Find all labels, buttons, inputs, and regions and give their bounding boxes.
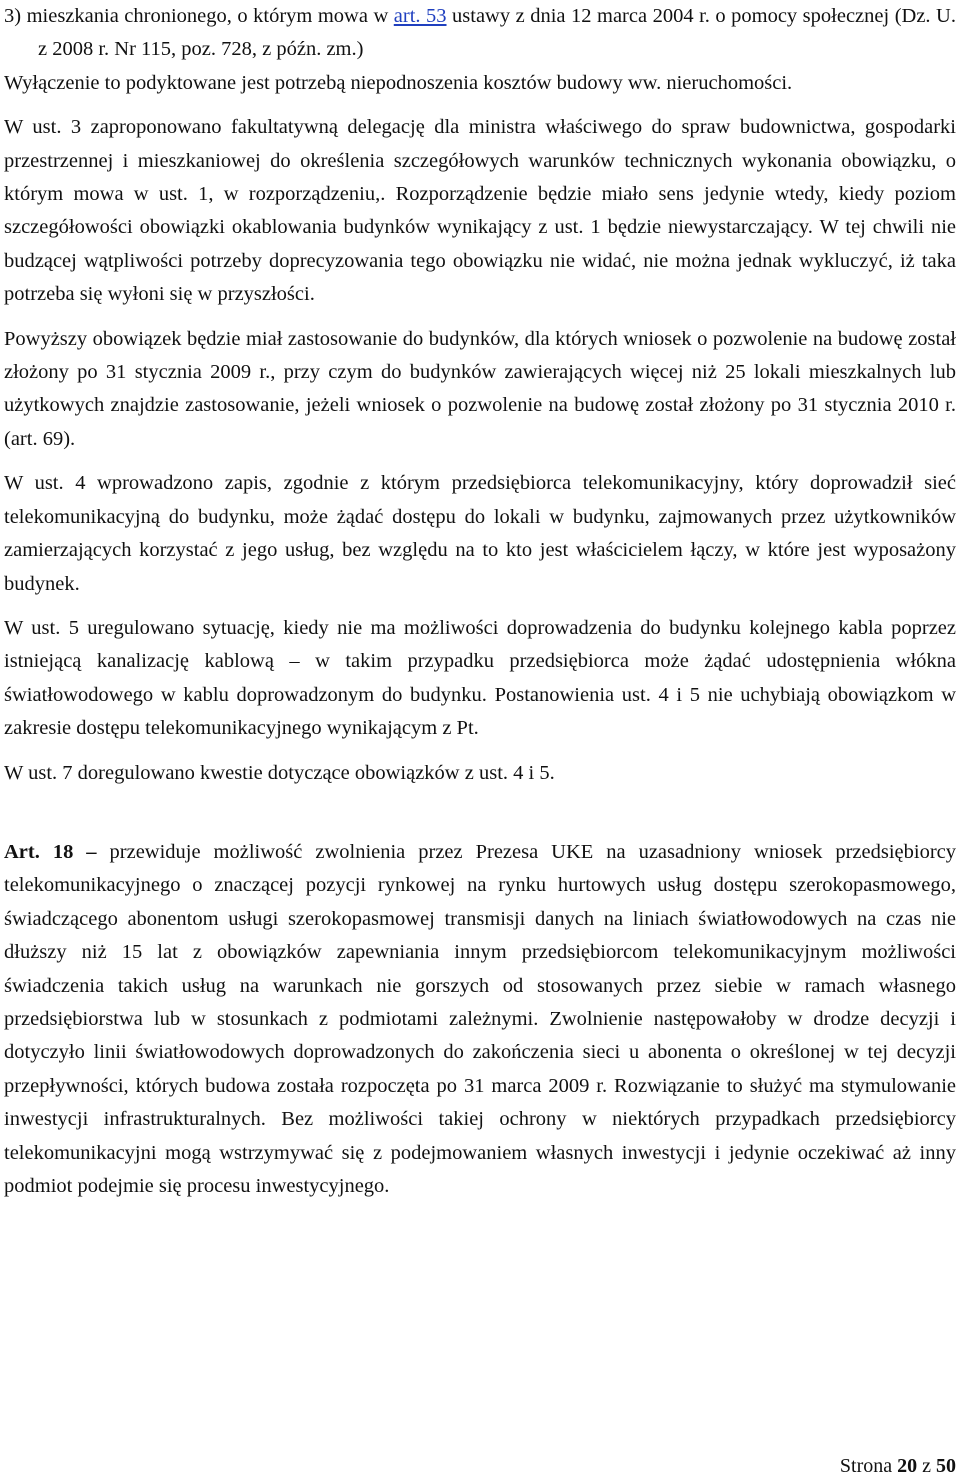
spacer (4, 601, 956, 612)
paragraph-ust-7: W ust. 7 doregulowano kwestie dotyczące obowiązków z ust. 4 i 5. (4, 761, 555, 784)
paragraph-ust-5: W ust. 5 uregulowano sytuację, kiedy nie ma możliwości doprowadzenia do budynku kolejnego kabla poprzez istniejącą kanalizację kablową – w takim przypadku przedsiębiorca może żądać udostępnienia włókna światłowodowego w kablu doprowadzonym do budynku. Postanowienia ust. 4 i 5 nie uchybiają obowiązkom w zakresie dostępu telekomunikacyjnego wynikającym z Pt. (4, 616, 956, 740)
page-number-middle: z (917, 1455, 936, 1477)
spacer (4, 312, 956, 323)
document-page (4, 0, 956, 1203)
paragraph-art-18 (4, 836, 956, 1203)
spacer (4, 790, 956, 836)
article-18-heading: Art. 18 – (4, 840, 97, 863)
paragraph-ust-3: W ust. 3 zaproponowano fakultatywną delegację dla ministra właściwego do spraw budownictwa, gospodarki przestrzennej i mieszkaniowej do określenia szczegółowych warunków technicznych wykonania obowiązku, o którym mowa w ust. 1, w rozporządzeniu,. Rozporządzenie będzie miało sens jedynie wtedy, kiedy poziom szczegółowości obowiązki okablowania budynków wynikający z ust. 1 będzie niewystarczający. W tej chwili nie budzącej wątpliwości potrzeby doprecyzowania tego obowiązku nie widać, nie można jednak wykluczyć, iż taka potrzeba się wyłoni się w przyszłości. (4, 116, 956, 306)
paragraph-exclusion: Wyłączenie to podyktowane jest potrzebą niepodnoszenia kosztów budowy ww. nieruchomości. (4, 71, 793, 94)
page-number-footer (840, 1452, 956, 1480)
list-item-text-start: 3) mieszkania chronionego, o którym mowa w (4, 5, 394, 27)
list-item-3 (4, 0, 956, 67)
list-item-text-end: ustawy z dnia 12 marca 2004 r. o pomocy społecznej (Dz. U. z 2008 r. Nr 115, poz. 728, z późn. zm.) (38, 5, 956, 61)
page-number-total: 50 (936, 1455, 956, 1477)
article-18-text: przewiduje możliwość zwolnienia przez Prezesa UKE na uzasadniony wniosek przedsiębiorcy telekomunikacyjnego o znaczącej pozycji rynkowej na rynku hurtowych usług dostępu szerokopasmowego, świadczącego abonentom usługi szerokopasmowej transmisji danych na liniach światłowodowych na czas nie dłuższy niż 15 lat z obowiązków zapewniania innym przedsiębiorcom telekomunikacyjnym możliwości świadczenia takich usług na warunkach nie gorszych od stosowanych przez siebie w ramach własnego przedsiębiorstwa lub w stosunkach z podmiotami zależnymi. Zwolnienie następowałoby w drodze decyzji i dotyczyło linii światłowodowych doprowadzonych do zakończenia sieci u abonenta o określonej w tej decyzji przepływności, których budowa została rozpoczęta po 31 marca 2009 r. Rozwiązanie to służyć ma stymulowanie inwestycji infrastrukturalnych. Bez możliwości takiej ochrony w niektórych przypadkach przedsiębiorcy telekomunikacyjni mogą wstrzymywać się z podejmowaniem własnych inwestycji i jedynie oczekiwać aż inny podmiot podejmie się procesu inwestycyjnego. (4, 840, 956, 1197)
article-53-link[interactable]: art. 53 (393, 5, 447, 27)
paragraph-obligation-scope: Powyższy obowiązek będzie miał zastosowanie do budynków, dla których wniosek o pozwolenie na budowę został złożony po 31 stycznia 2009 r., przy czym do budynków zawierających więcej niż 25 lokali mieszkalnych lub użytkowych znajdzie zastosowanie, jeżeli wniosek o pozwolenie na budowę został złożony po 31 stycznia 2010 r. (art. 69). (4, 327, 956, 450)
page-number-prefix: Strona (839, 1455, 898, 1477)
spacer (4, 100, 956, 111)
page-number-current: 20 (897, 1455, 918, 1477)
spacer (4, 746, 956, 757)
paragraph-ust-4: W ust. 4 wprowadzono zapis, zgodnie z którym przedsiębiorca telekomunikacyjny, który doprowadził sieć telekomunikacyjną do budynku, może żądać dostępu do lokali w budynku, zajmowanych przez użytkowników zamierzających korzystać z jego usług, bez względu na to kto jest właścicielem łączy, w które jest wyposażony budynek. (4, 472, 956, 595)
spacer (4, 456, 956, 467)
